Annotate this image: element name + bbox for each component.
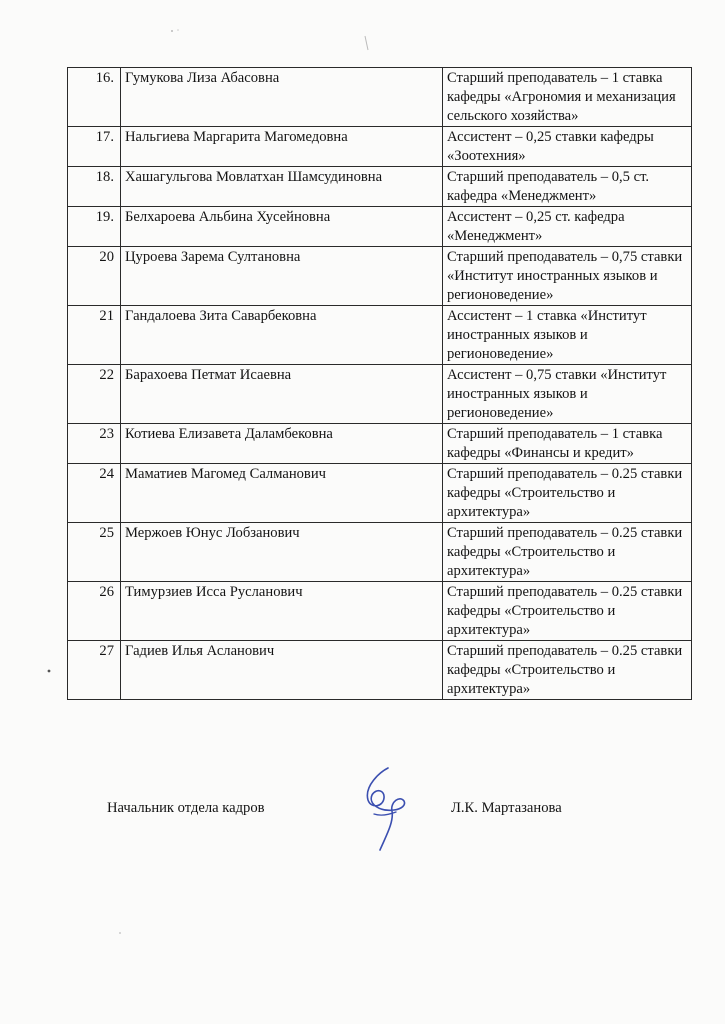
employee-name-cell: Мержоев Юнус Лобзанович: [121, 523, 443, 582]
employee-name-cell: Тимурзиев Исса Русланович: [121, 582, 443, 641]
employee-name-cell: Нальгиева Маргарита Магомедовна: [121, 127, 443, 167]
position-cell: Старший преподаватель – 0,5 ст. кафедра «Менеджмент»: [443, 167, 692, 207]
table-row: [68, 464, 692, 523]
position-cell: Старший преподаватель – 1 ставка кафедры «Финансы и кредит»: [443, 424, 692, 464]
row-number-cell: 17.: [68, 127, 121, 167]
scan-speck: [46, 668, 52, 674]
table-row: [68, 523, 692, 582]
position-cell: Старший преподаватель – 0.25 ставки кафедры «Строительство и архитектура»: [443, 464, 692, 523]
position-cell: Старший преподаватель – 0.25 ставки кафедры «Строительство и архитектура»: [443, 582, 692, 641]
row-number-cell: 18.: [68, 167, 121, 207]
table-row: [68, 127, 692, 167]
table-row: [68, 167, 692, 207]
row-number-cell: 26: [68, 582, 121, 641]
signature-image: [350, 762, 420, 854]
row-number-cell: 23: [68, 424, 121, 464]
position-cell: Ассистент – 1 ставка «Институт иностранных языков и регионоведение»: [443, 306, 692, 365]
row-number-cell: 24: [68, 464, 121, 523]
table-row: [68, 582, 692, 641]
employee-name-cell: Гадиев Илья Асланович: [121, 641, 443, 700]
footer-role: Начальник отдела кадров: [107, 800, 265, 816]
position-cell: Старший преподаватель – 0.25 ставки кафедры «Строительство и архитектура»: [443, 523, 692, 582]
employee-name-cell: Цуроева Зарема Султановна: [121, 247, 443, 306]
table-row: [68, 68, 692, 127]
scan-speck: [115, 928, 127, 938]
staff-table-body: [68, 68, 692, 700]
position-cell: Старший преподаватель – 0,75 ставки «Институт иностранных языков и регионоведение»: [443, 247, 692, 306]
staff-table: [67, 67, 692, 700]
row-number-cell: 19.: [68, 207, 121, 247]
position-cell: Старший преподаватель – 0.25 ставки кафедры «Строительство и архитектура»: [443, 641, 692, 700]
table-row: [68, 247, 692, 306]
scan-speck: [168, 26, 182, 36]
table-row: [68, 424, 692, 464]
position-cell: Ассистент – 0,75 ставки «Институт иностранных языков и регионоведение»: [443, 365, 692, 424]
position-cell: Старший преподаватель – 1 ставка кафедры «Агрономия и механизация сельского хозяйства»: [443, 68, 692, 127]
employee-name-cell: Хашагульгова Мовлатхан Шамсудиновна: [121, 167, 443, 207]
table-row: [68, 207, 692, 247]
row-number-cell: 20: [68, 247, 121, 306]
row-number-cell: 22: [68, 365, 121, 424]
employee-name-cell: Барахоева Петмат Исаевна: [121, 365, 443, 424]
employee-name-cell: Маматиев Магомед Салманович: [121, 464, 443, 523]
employee-name-cell: Гумукова Лиза Абасовна: [121, 68, 443, 127]
table-row: [68, 641, 692, 700]
position-cell: Ассистент – 0,25 ст. кафедра «Менеджмент»: [443, 207, 692, 247]
employee-name-cell: Гандалоева Зита Саварбековна: [121, 306, 443, 365]
position-cell: Ассистент – 0,25 ставки кафедры «Зоотехния»: [443, 127, 692, 167]
row-number-cell: 16.: [68, 68, 121, 127]
footer-signatory: Л.К. Мартазанова: [451, 800, 562, 816]
employee-name-cell: Белхароева Альбина Хусейновна: [121, 207, 443, 247]
employee-name-cell: Котиева Елизавета Даламбековна: [121, 424, 443, 464]
row-number-cell: 27: [68, 641, 121, 700]
table-row: [68, 365, 692, 424]
row-number-cell: 25: [68, 523, 121, 582]
table-row: [68, 306, 692, 365]
row-number-cell: 21: [68, 306, 121, 365]
scan-speck: [362, 34, 372, 52]
